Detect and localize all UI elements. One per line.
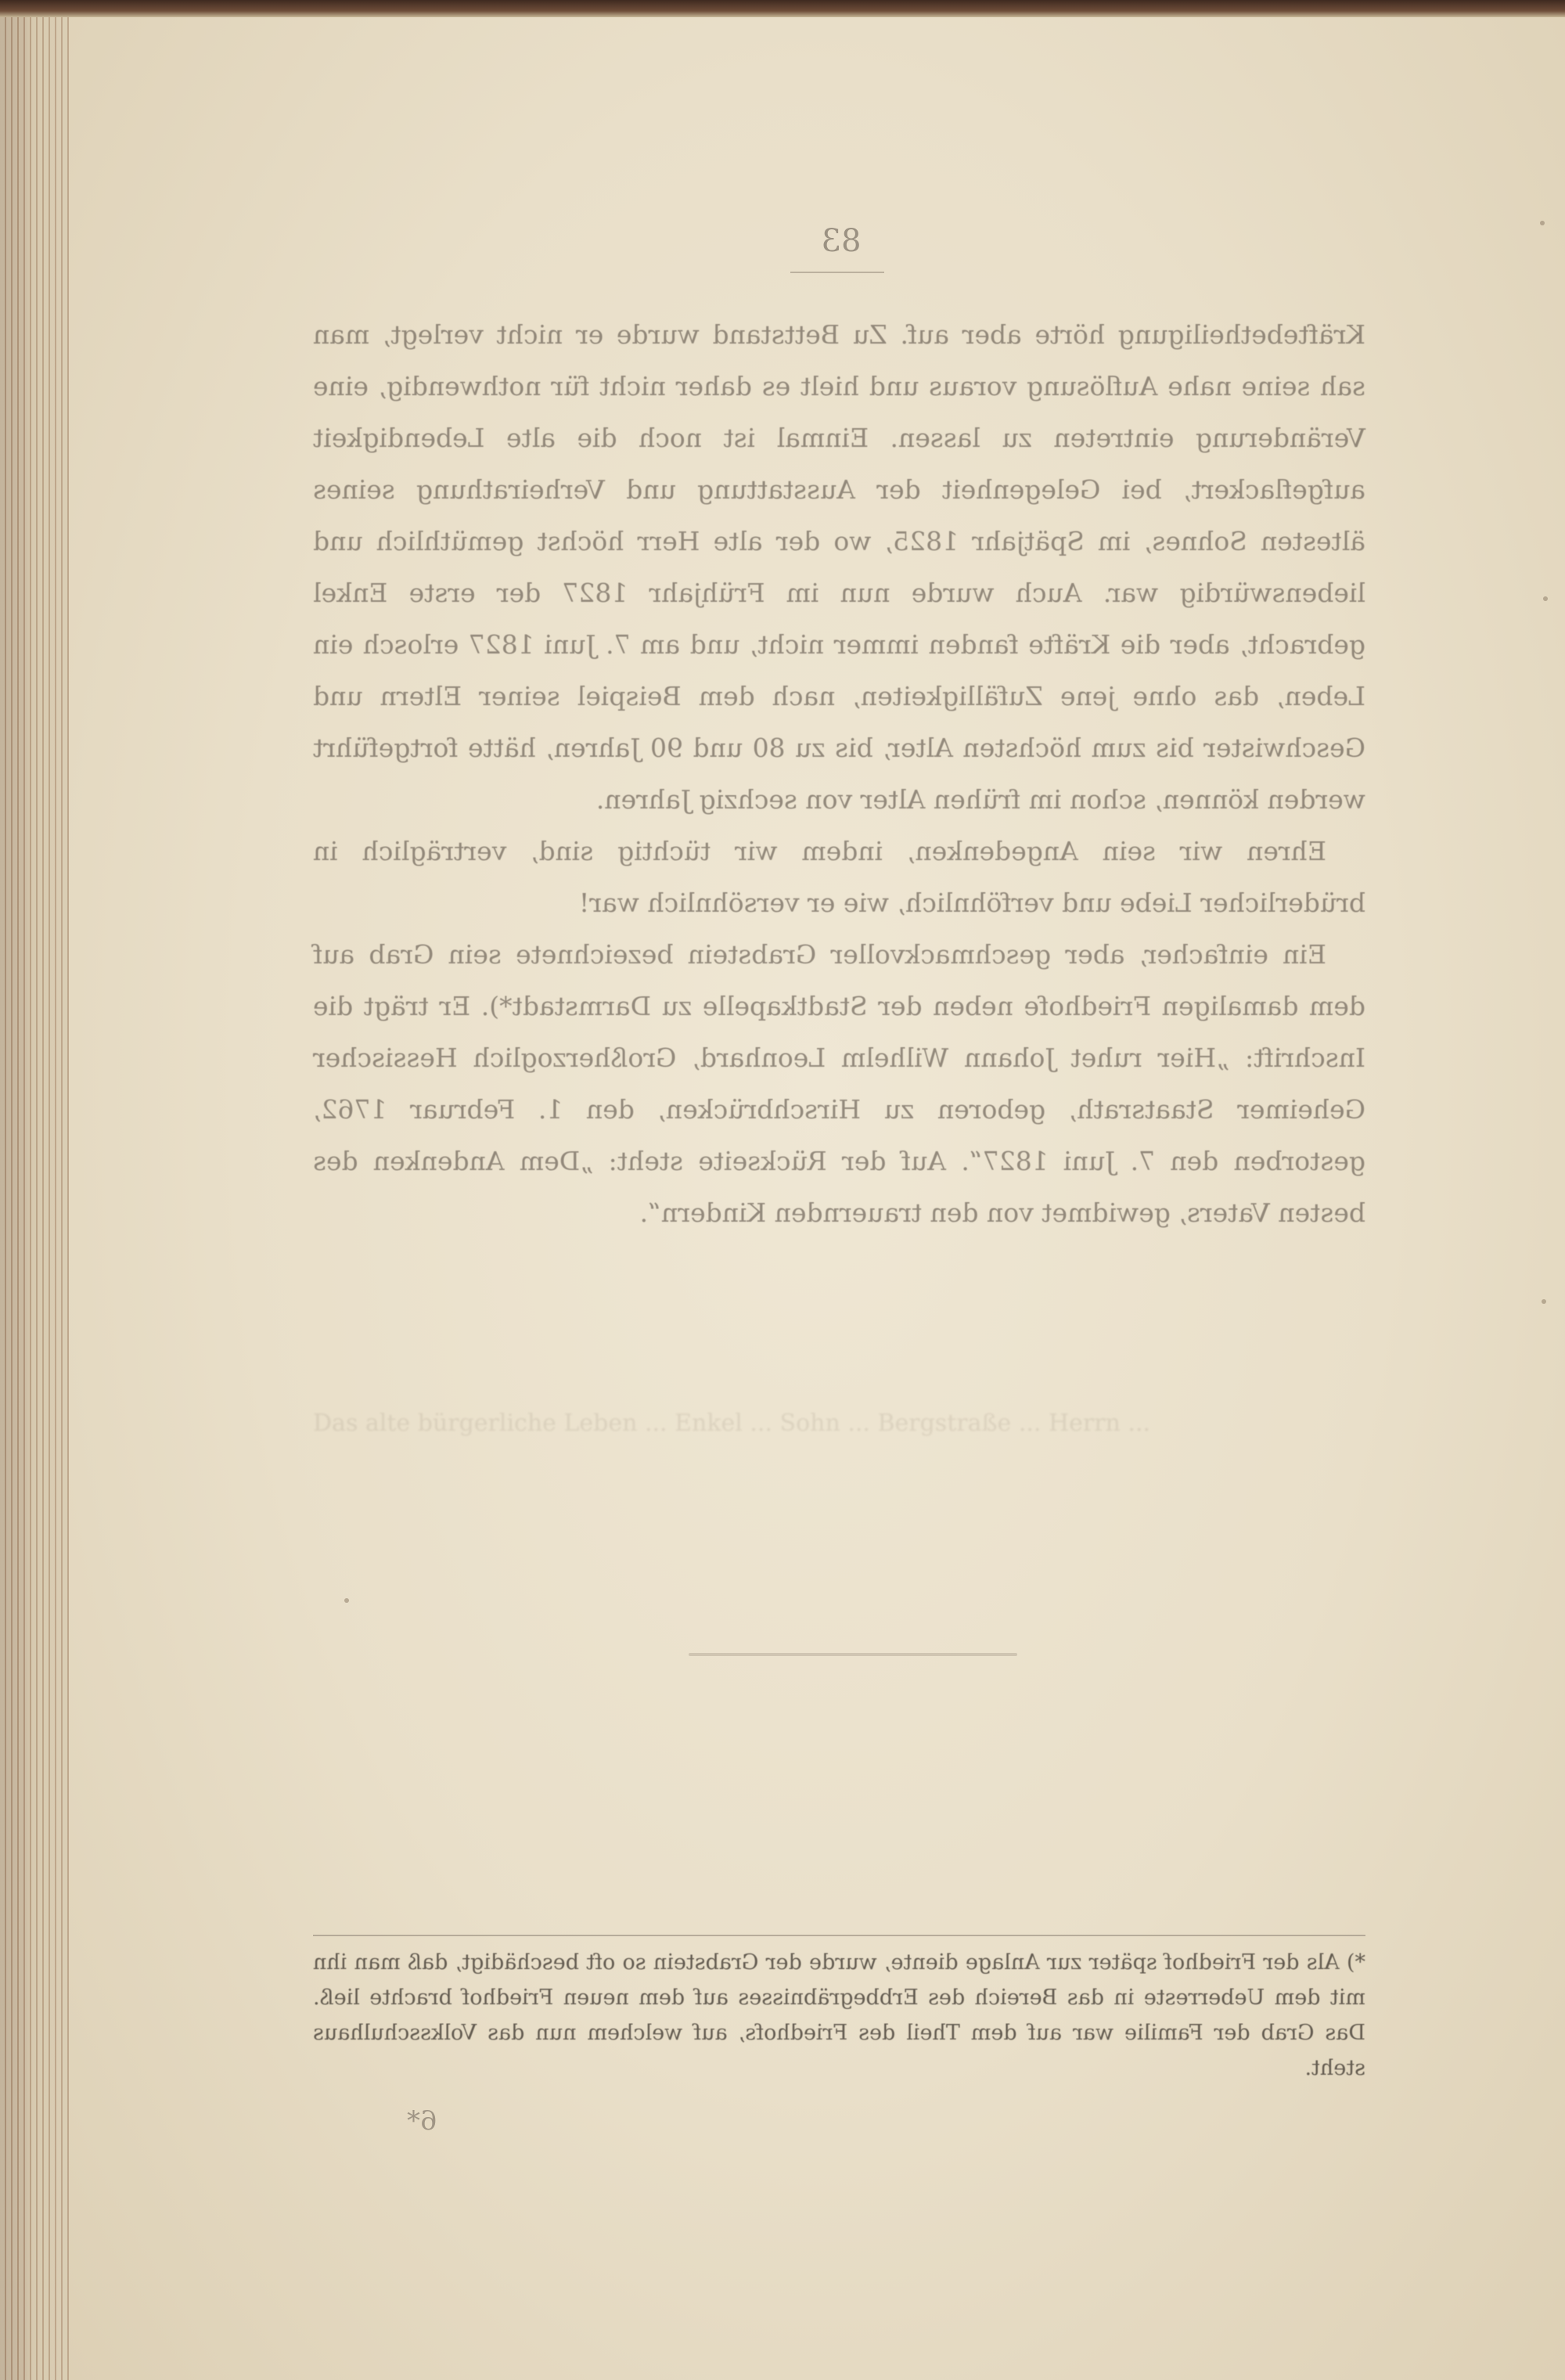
page-number-rule bbox=[790, 272, 884, 273]
page-number: 83 bbox=[821, 223, 862, 259]
paper-speck bbox=[1543, 596, 1548, 601]
footnote: *) Als der Friedhof später zur Anlage diente, wurde der Grabstein so oft beschädigt, daß man ihn mit dem Ueberreste in das Bereich des Erbbegräbnisses auf dem neuen Friedhof brachte ließ. Das Grab der Familie war auf dem Theil des Friedhofs, auf welchem nun das Volksschulhaus steht. bbox=[313, 1950, 1365, 2080]
footnote-rule bbox=[313, 1935, 1365, 1936]
paper-speck bbox=[1540, 221, 1545, 225]
paragraph-1: Kräftebetheiligung hörte aber auf. Zu Bettstand wurde er nicht verlegt, man sah seine nahe Auflösung voraus und hielt es daher nicht für nothwendig, eine Veränderung eintreten zu lassen. Einmal ist noch die alte Lebendigkeit aufgeflackert, bei Gelegenheit der Ausstattung und Verheirathung seines ältesten Sohnes, im Spätjahr 1825, wo der alte Herr höchst gemüthlich und liebenswürdig war. Auch wurde nun im Frühjahr 1827 der erste Enkel gebracht, aber die Kräfte fanden immer nicht, und am 7. Juni 1827 erlosch ein Leben, das ohne jene Zufälligkeiten, nach dem Beispiel seiner Eltern und Geschwister bis zum höchsten Alter, bis zu 80 und 90 Jahren, hätte fortgeführt werden können, schon im frühen Alter von sechzig Jahren. bbox=[313, 319, 1365, 815]
paragraph-3: Ein einfacher, aber geschmackvoller Grabstein bezeichnete sein Grab auf dem damaligen Friedhofe neben der Stadtkapelle zu Darmstadt*). Er trägt die Inschrift: „Hier ruhet Johann Wilhelm Leonhard, Großherzoglich Hessischer Geheimer Staatsrath, geboren zu Hirschbrücken, den 1. Februar 1762, gestorben den 7. Juni 1827“. Auf der Rückseite steht: „Dem Andenken des besten Vaters, gewidmet von den trauernden Kindern“. bbox=[313, 939, 1365, 1228]
main-text-block bbox=[313, 309, 1365, 1239]
paper-speck bbox=[344, 1598, 349, 1603]
signature-mark: 6* bbox=[407, 2105, 437, 2137]
paper-speck bbox=[1542, 1299, 1546, 1304]
ornament-divider bbox=[689, 1653, 1017, 1656]
paragraph-2: Ehren wir sein Angedenken, indem wir tüchtig sind, verträglich in brüderlicher Liebe und verföhnlich, wie er versöhnlich war! bbox=[313, 836, 1365, 918]
book-cover-edge bbox=[0, 0, 1565, 17]
page-stack-edge bbox=[0, 17, 69, 2380]
bleed-through-text: Das alte bürgerliche Leben ... Enkel ... Sohn ... Bergstraße ... Herrn ... bbox=[313, 1410, 1151, 1437]
